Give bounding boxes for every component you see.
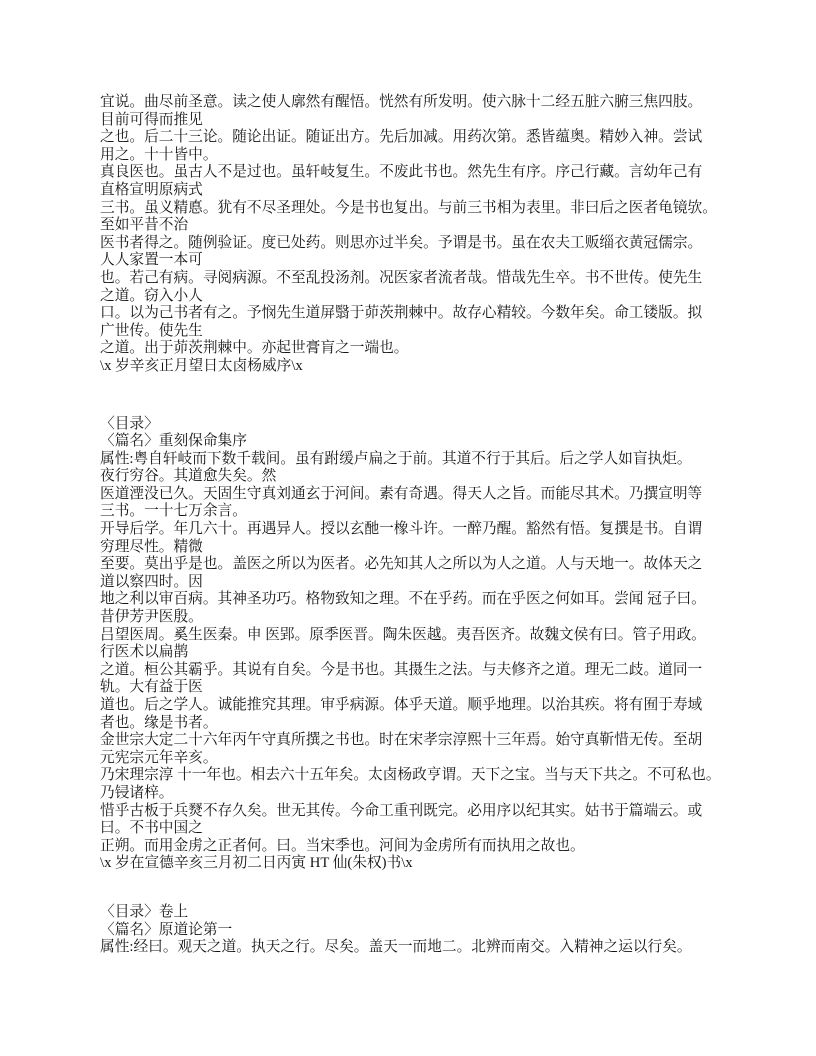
text-line: 三书。一十七万余言。 bbox=[100, 503, 247, 520]
text-line: 直格宣明原病式 bbox=[100, 181, 203, 198]
text-line: 真良医也。虽古人不是过也。虽轩岐复生。不废此书也。然先生有序。序己行藏。言幼年己有 bbox=[100, 164, 703, 181]
document-text bbox=[100, 94, 760, 957]
text-line: 穷理尽性。精微 bbox=[100, 538, 203, 555]
section-yangwei-preface-end bbox=[100, 94, 760, 376]
text-line: 金世宗大定二十六年丙午守真所撰之书也。时在宋孝宗淳熙十三年焉。始守真靳惜无传。至胡 bbox=[100, 732, 703, 749]
text-line: 口。以为己书者有之。予悯先生道屏翳于茆茨荆棘中。故存心精较。今数年矣。命工镂版。拟 bbox=[100, 305, 703, 322]
text-line: 三书。虽义精悳。犹有不尽圣理处。今是书也复出。与前三书相为表里。非曰后之医者龟镜欤。 bbox=[100, 199, 717, 216]
text-line: 医道湮没已久。天固生守真刘通玄于河间。素有奇遇。得天人之旨。而能尽其术。乃撰宣明等 bbox=[100, 485, 703, 502]
text-line: 〈篇名〉重刻保命集序 bbox=[100, 433, 247, 450]
text-line: 之也。后二十三论。随论出证。随证出方。先后加减。用药次第。悉皆蕴奥。精妙入神。尝试 bbox=[100, 129, 703, 146]
text-line: 之道。出于茆茨荆棘中。亦起世膏肓之一端也。 bbox=[100, 340, 409, 357]
text-line: \x 岁辛亥正月望日太卤杨威序\x bbox=[100, 357, 303, 374]
text-line: 属性:粤自轩岐而下数千载间。虽有跗缓卢扁之于前。其道不行于其后。后之学人如盲执炬。 bbox=[100, 450, 692, 467]
text-line: 吕望医周。奚生医秦。申 医郢。原季医晋。陶朱医越。夷吾医齐。故魏文侯有曰。管子用政。 bbox=[100, 626, 706, 643]
text-line: 昔伊芳尹医殷。 bbox=[100, 609, 203, 626]
text-line: 轨。大有益于医 bbox=[100, 679, 203, 696]
text-line: 用之。十十皆中。 bbox=[100, 146, 218, 163]
text-line: 目前可得而推见 bbox=[100, 111, 203, 128]
section-chongke-baoming-ji-xu bbox=[100, 416, 760, 873]
text-line: 正朔。而用金虏之正者何。曰。当宋季也。河间为金虏所有而执用之故也。 bbox=[100, 837, 585, 854]
text-line: 广世传。使先生 bbox=[100, 322, 203, 339]
text-line: 至如平昔不治 bbox=[100, 217, 189, 234]
text-line: 者也。缘是书者。 bbox=[100, 714, 218, 731]
text-line: 人人家置一本可 bbox=[100, 252, 203, 269]
text-line: 宜说。曲尽前圣意。读之使人廓然有醒悟。恍然有所发明。使六脉十二经五脏六腑三焦四肢。 bbox=[100, 94, 703, 110]
text-line: 曰。不书中国之 bbox=[100, 820, 203, 837]
text-line: 乃宋理宗淳 十一年也。相去六十五年矣。太卤杨政亨谓。天下之宝。当与天下共之。不可私也。 bbox=[100, 767, 721, 784]
text-line: 地之利以审百病。其神圣功巧。格物致知之理。不在乎药。而在乎医之何如耳。尝闻 冠子曰。 bbox=[100, 591, 706, 608]
text-line: 医书者得之。随例验证。度已处药。则思亦过半矣。予谓是书。虽在农夫工贩缁衣黄冠儒宗。 bbox=[100, 234, 703, 251]
text-line: 行医术以扁鹊 bbox=[100, 644, 189, 661]
text-line: 惜乎古板于兵燹不存久矣。世无其传。今命工重刊既完。必用序以纪其实。姑书于篇端云。或 bbox=[100, 802, 703, 819]
text-line: 元宪宗元年辛亥。 bbox=[100, 749, 218, 766]
text-line: 〈篇名〉原道论第一 bbox=[100, 921, 233, 938]
text-line: \x 岁在宣德辛亥三月初二日丙寅 HT 仙(朱权)书\x bbox=[100, 855, 413, 872]
text-line: 道也。后之学人。诚能推究其理。审乎病源。体乎天道。顺乎地理。以治其疾。将有囿于寿域 bbox=[100, 697, 703, 713]
text-line: 之道。窃入小人 bbox=[100, 287, 203, 304]
text-line: 之道。桓公其霸乎。其说有自矣。今是书也。其摄生之法。与夫修齐之道。理无二歧。道同一 bbox=[100, 661, 703, 678]
section-juan-shang-yuandao-lun bbox=[100, 904, 760, 957]
text-line: 乃锓诸梓。 bbox=[100, 784, 174, 801]
text-line: 道以察四时。因 bbox=[100, 573, 203, 590]
text-line: 也。若己有病。寻阅病源。不至乱投汤剂。况医家者流者哉。惜哉先生卒。书不世传。使先生 bbox=[100, 269, 703, 286]
text-line: 属性:经曰。观天之道。执天之行。尽矣。盖天一而地二。北辨而南交。入精神之运以行矣。 bbox=[100, 939, 692, 956]
text-line: 开导后学。年几六十。再遇异人。授以玄酏一橡斗许。一醉乃醒。豁然有悟。复撰是书。自谓 bbox=[100, 521, 703, 538]
text-line: 〈目录〉 bbox=[100, 415, 159, 432]
text-line: 至要。莫出乎是也。盖医之所以为医者。必先知其人之所以为人之道。人与天地一。故体天之 bbox=[100, 556, 703, 573]
text-line: 〈目录〉卷上 bbox=[100, 903, 189, 920]
text-line: 夜行穷谷。其道愈失矣。然 bbox=[100, 468, 277, 485]
